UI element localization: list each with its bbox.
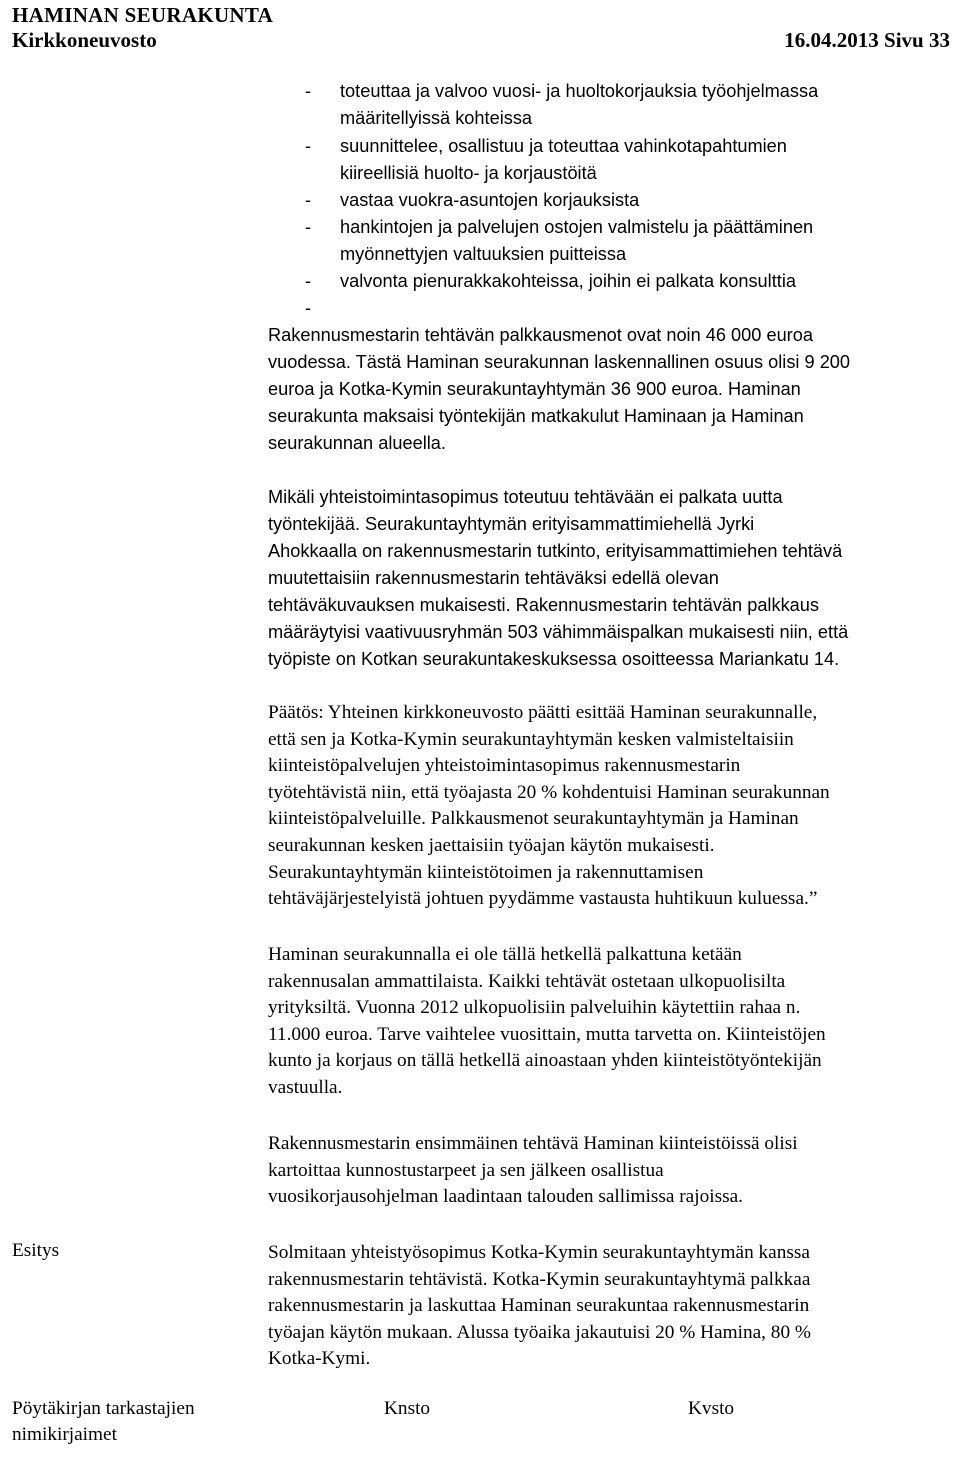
paragraph-line: Haminan seurakunnalla ei ole tällä hetkellä palkattuna ketään bbox=[268, 944, 742, 965]
hiring-paragraph bbox=[268, 484, 948, 673]
paragraph-line: seurakunta maksaisi työntekijän matkakulut Haminaan ja Haminan bbox=[268, 406, 804, 426]
paragraph-line: vuodessa. Tästä Haminan seurakunnan laskennallinen osuus olisi 9 200 bbox=[268, 352, 851, 372]
esitys-label: Esitys bbox=[12, 1240, 60, 1261]
paragraph-line: tehtäväjärjestelyistä johtuen pyydämme vastausta huhtikuun kuluessa.” bbox=[268, 888, 818, 910]
paragraph-line: rakennusmestarin ja laskuttaa Haminan seurakuntaa rakennusmestarin bbox=[268, 1295, 810, 1317]
bullet-text: valvonta pienurakkakohteissa, joihin ei palkata konsulttia bbox=[340, 271, 796, 291]
paragraph-line: vastuulla. bbox=[268, 1076, 343, 1098]
paragraph-line: rakennusmestarin tehtävistä. Kotka-Kymin seurakuntayhtymä palkkaa bbox=[268, 1268, 811, 1290]
paragraph-line: seurakunnan alueella. bbox=[268, 433, 446, 453]
council-name: Kirkkoneuvosto bbox=[12, 28, 157, 52]
bullet-dash: - bbox=[305, 136, 312, 156]
current-situation-paragraph bbox=[268, 942, 948, 1102]
paragraph-line: kiinteistöpalveluille. Palkkausmenot seurakuntayhtymän ja Haminan bbox=[268, 808, 799, 830]
paragraph-line: Seurakuntayhtymän kiinteistötoimen ja rakennuttamisen bbox=[268, 861, 704, 883]
paragraph-line: vuosikorjausohjelman laadintaan talouden sallimissa rajoissa. bbox=[268, 1186, 743, 1208]
paragraph-line: kiinteistöpalvelujen yhteistoimintasopimus rakennusmestarin bbox=[268, 755, 741, 777]
footer-signers-line: nimikirjaimet bbox=[12, 1424, 117, 1445]
paragraph-line: työntekijää. Seurakuntayhtymän erityisammattimiehellä Jyrki bbox=[268, 514, 755, 534]
paragraph-line: määräytyisi vaativuusryhmän 503 vähimmäispalkan mukaisesti niin, että bbox=[268, 622, 849, 642]
paragraph-line: tehtäväkuvauksen mukaisesti. Rakennusmestarin tehtävän palkkaus bbox=[268, 595, 819, 615]
footer-signers-label bbox=[12, 1396, 195, 1448]
paragraph-line: seurakunnan kesken jaettaisiin työajan käytön mukaisesti. bbox=[268, 834, 715, 856]
bullet-text: toteuttaa ja valvoo vuosi- ja huoltokorjauksia työohjelmassa bbox=[340, 81, 819, 101]
paragraph-line: että sen ja Kotka-Kymin seurakuntayhtymän kesken valmisteltaisiin bbox=[268, 728, 794, 750]
paragraph-line: Kotka-Kymi. bbox=[268, 1348, 371, 1370]
paragraph-line: työtehtävistä niin, että työajasta 20 % kohdentuisi Haminan seurakunnan bbox=[268, 781, 830, 803]
footer-kvsto: Kvsto bbox=[688, 1398, 735, 1419]
paragraph-line: kartoittaa kunnostustarpeet ja sen jälkeen osallistua bbox=[268, 1159, 664, 1181]
esitys-paragraph bbox=[268, 1240, 948, 1373]
bullet-text: myönnettyjen valtuuksien puitteissa bbox=[340, 244, 627, 264]
bullet-dash: - bbox=[305, 217, 312, 237]
paragraph-line: Solmitaan yhteistyösopimus Kotka-Kymin seurakuntayhtymän kanssa bbox=[268, 1242, 810, 1263]
paragraph-line: 11.000 euroa. Tarve vaihtelee vuosittain, mutta tarvetta on. Kiinteistöjen bbox=[268, 1023, 826, 1045]
paragraph-line: työpiste on Kotkan seurakuntakeskuksessa osoitteessa Mariankatu 14. bbox=[268, 649, 840, 669]
first-task-paragraph bbox=[268, 1131, 948, 1211]
bullet-text: kiireellisiä huolto- ja korjaustöitä bbox=[340, 163, 597, 183]
paragraph-line: Päätös: Yhteinen kirkkoneuvosto päätti esittää Haminan seurakunnalle, bbox=[268, 702, 818, 723]
bullet-text: suunnittelee, osallistuu ja toteuttaa vahinkotapahtumien bbox=[340, 136, 787, 156]
salary-paragraph bbox=[268, 322, 948, 457]
organization-name: HAMINAN SEURAKUNTA bbox=[12, 3, 274, 27]
paragraph-line: yrityksiltä. Vuonna 2012 ulkopuolisiin palveluihin käytettiin rahaa n. bbox=[268, 997, 801, 1019]
bullet-dash: - bbox=[305, 81, 312, 101]
paragraph-line: muutettaisiin rakennusmestarin tehtäväksi edellä olevan bbox=[268, 568, 719, 588]
paragraph-line: euroa ja Kotka-Kymin seurakuntayhtymän 36 900 euroa. Haminan bbox=[268, 379, 801, 399]
bullet-text: määritellyissä kohteissa bbox=[340, 108, 533, 128]
footer-knsto: Knsto bbox=[384, 1398, 431, 1419]
paragraph-line: kunto ja korjaus on tällä hetkellä ainoastaan yhden kiinteistötyöntekijän bbox=[268, 1050, 822, 1072]
paragraph-line: Mikäli yhteistoimintasopimus toteutuu tehtävään ei palkata uutta bbox=[268, 487, 783, 507]
date-and-page: 16.04.2013 Sivu 33 bbox=[784, 28, 950, 52]
bullet-dash: - bbox=[305, 190, 312, 210]
paragraph-line: työajan käytön mukaan. Alussa työaika jakautuisi 20 % Hamina, 80 % bbox=[268, 1321, 811, 1343]
bullet-text: hankintojen ja palvelujen ostojen valmistelu ja päättäminen bbox=[340, 217, 814, 237]
paragraph-line: Rakennusmestarin tehtävän palkkausmenot ovat noin 46 000 euroa bbox=[268, 325, 813, 345]
bullet-dash: - bbox=[305, 271, 312, 291]
bullet-text: vastaa vuokra-asuntojen korjauksista bbox=[340, 190, 640, 210]
paragraph-line: Ahokkaalla on rakennusmestarin tutkinto, erityisammattimiehen tehtävä bbox=[268, 541, 843, 561]
footer-signers-line: Pöytäkirjan tarkastajien bbox=[12, 1398, 195, 1419]
paragraph-line: rakennusalan ammattilaista. Kaikki tehtävät ostetaan ulkopuolisilta bbox=[268, 970, 786, 992]
bullet-dash: - bbox=[305, 298, 312, 318]
decision-paragraph bbox=[268, 700, 948, 913]
paragraph-line: Rakennusmestarin ensimmäinen tehtävä Haminan kiinteistöissä olisi bbox=[268, 1133, 798, 1154]
